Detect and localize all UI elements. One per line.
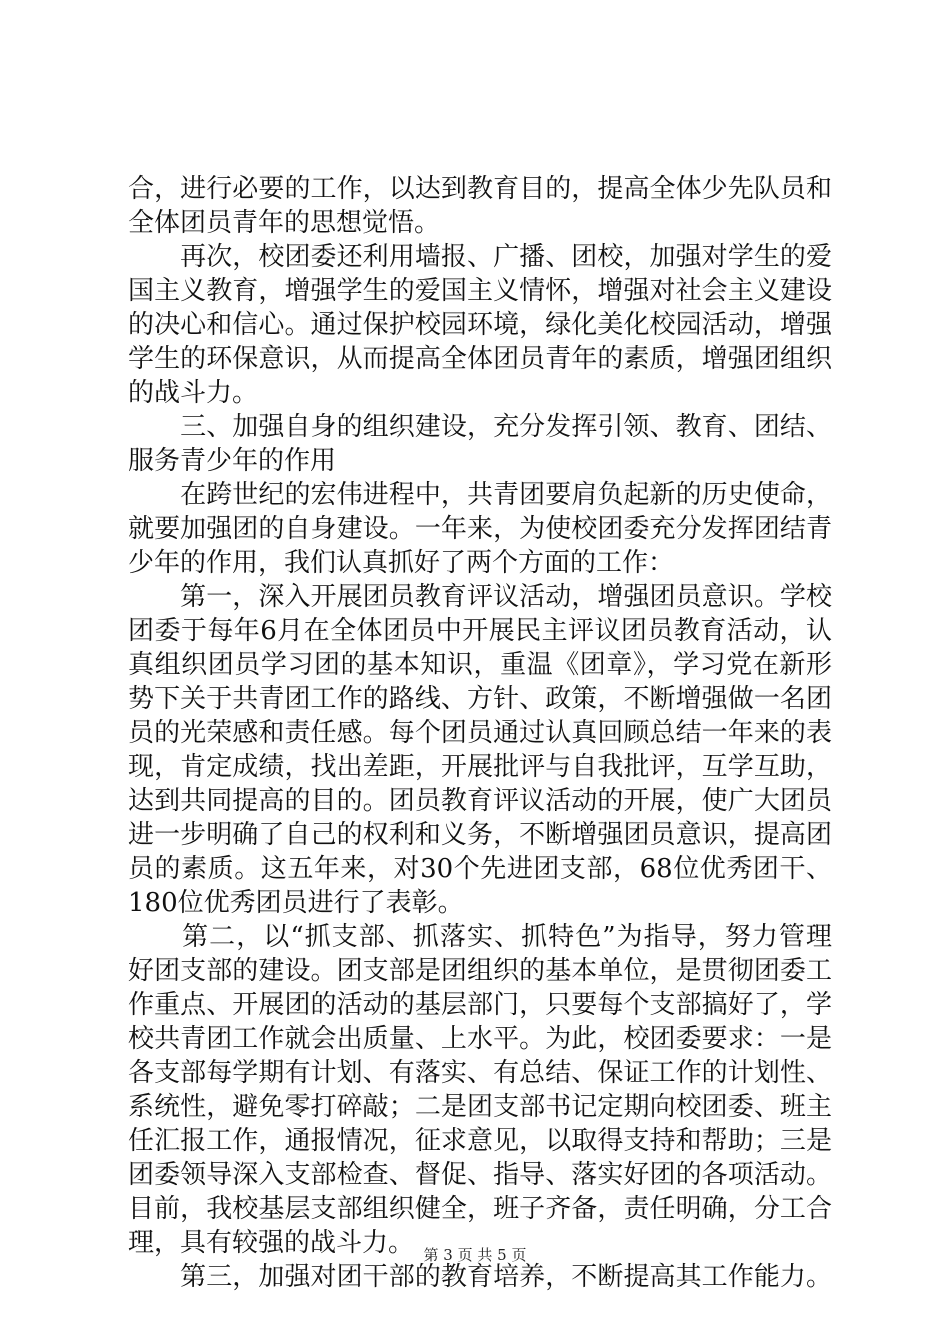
text-line: 全体团员青年的思想觉悟。: [128, 208, 441, 238]
text-line: 理，具有较强的战斗力。: [128, 1228, 415, 1258]
text-line: 真组织团员学习团的基本知识，重温《团章》，学习党在新形: [128, 650, 832, 680]
text-line: 达到共同提高的目的。团员教育评议活动的开展，使广大团员: [128, 786, 832, 816]
page-footer: 第 3 页 共 5 页: [423, 1246, 527, 1264]
text-line: 国主义教育，增强学生的爱国主义情怀，增强对社会主义建设: [128, 276, 832, 306]
text-line: 180位优秀团员进行了表彰。: [128, 888, 464, 918]
text-line: 第一，深入开展团员教育评议活动，增强团员意识。学校: [128, 582, 832, 612]
text-line: 作重点、开展团的活动的基层部门，只要每个支部搞好了，学: [128, 990, 832, 1020]
text-line: 在跨世纪的宏伟进程中，共青团要肩负起新的历史使命，: [128, 480, 832, 510]
text-line: 员的素质。这五年来，对30个先进团支部，68位优秀团干、: [128, 854, 832, 884]
text-line: 第二，以“抓支部、抓落实、抓特色”为指导，努力管理: [128, 922, 832, 952]
text-line: 现，肯定成绩，找出差距，开展批评与自我批评，互学互助，: [128, 752, 832, 782]
text-line: 团委领导深入支部检查、督促、指导、落实好团的各项活动。: [128, 1160, 832, 1190]
text-line: 少年的作用，我们认真抓好了两个方面的工作：: [128, 548, 675, 578]
text-line: 的决心和信心。通过保护校园环境，绿化美化校园活动，增强: [128, 310, 832, 340]
text-line: 目前，我校基层支部组织健全，班子齐备，责任明确，分工合: [128, 1194, 832, 1224]
text-line: 进一步明确了自己的权利和义务，不断增强团员意识，提高团: [128, 820, 832, 850]
text-line: 三、加强自身的组织建设，充分发挥引领、教育、团结、: [128, 412, 832, 442]
text-line: 各支部每学期有计划、有落实、有总结、保证工作的计划性、: [128, 1058, 832, 1088]
text-line: 就要加强团的自身建设。一年来，为使校团委充分发挥团结青: [128, 514, 832, 544]
text-line: 服务青少年的作用: [128, 446, 337, 476]
text-line: 合，进行必要的工作，以达到教育目的，提高全体少先队员和: [128, 174, 832, 204]
text-line: 学生的环保意识，从而提高全体团员青年的素质，增强团组织: [128, 344, 832, 374]
text-line: 任汇报工作，通报情况，征求意见，以取得支持和帮助；三是: [128, 1126, 832, 1156]
text-line: 的战斗力。: [128, 378, 259, 408]
text-line: 团委于每年6月在全体团员中开展民主评议团员教育活动，认: [128, 616, 832, 646]
text-line: 员的光荣感和责任感。每个团员通过认真回顾总结一年来的表: [128, 718, 832, 748]
document-body: [128, 172, 832, 1294]
text-line: 好团支部的建设。团支部是团组织的基本单位，是贯彻团委工: [128, 956, 832, 986]
text-line: 校共青团工作就会出质量、上水平。为此，校团委要求：一是: [128, 1024, 832, 1054]
text-line: 势下关于共青团工作的路线、方针、政策，不断增强做一名团: [128, 684, 832, 714]
text-line: 第三，加强对团干部的教育培养，不断提高其工作能力。: [128, 1262, 832, 1292]
text-line: 系统性，避免零打碎敲；二是团支部书记定期向校团委、班主: [128, 1092, 832, 1122]
text-line: 再次，校团委还利用墙报、广播、团校，加强对学生的爱: [128, 242, 832, 272]
